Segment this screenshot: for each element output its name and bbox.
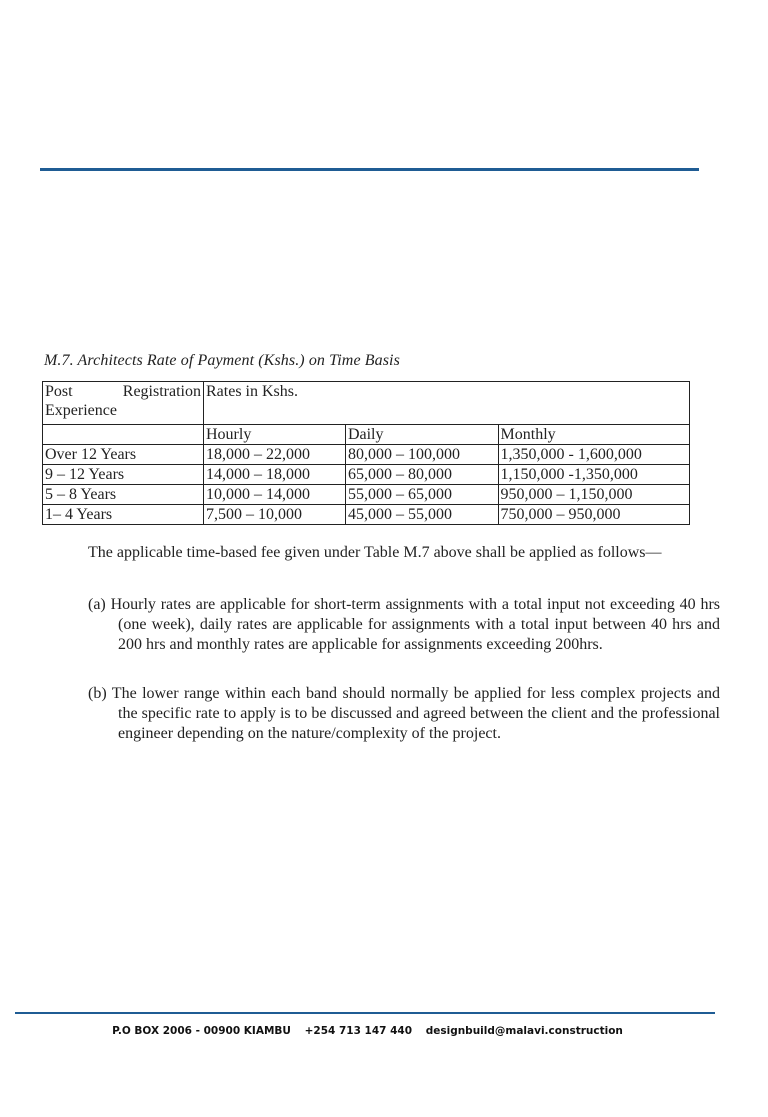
table-row [43,465,690,485]
col-daily: Daily [345,425,498,445]
post-registration-header [43,382,204,425]
table-caption: M.7. Architects Rate of Payment (Kshs.) on Time Basis [44,352,400,369]
cell-hourly: 10,000 – 14,000 [204,485,346,505]
rates-table [42,381,690,525]
cell-experience: 5 – 8 Years [43,485,204,505]
footer-divider [15,1012,715,1014]
cell-daily: 65,000 – 80,000 [345,465,498,485]
post-word: Post [45,383,73,400]
cell-daily: 80,000 – 100,000 [345,445,498,465]
table-row [43,505,690,525]
col-monthly: Monthly [498,425,689,445]
cell-monthly: 750,000 – 950,000 [498,505,689,525]
footer-address: P.O BOX 2006 - 00900 KIAMBU [112,1025,291,1037]
table-subheader-row [43,425,690,445]
cell-monthly: 950,000 – 1,150,000 [498,485,689,505]
footer-phone: +254 713 147 440 [304,1025,413,1037]
experience-word: Experience [45,402,117,419]
col-hourly: Hourly [204,425,346,445]
intro-paragraph: The applicable time-based fee given under Table M.7 above shall be applied as follows— [88,544,662,561]
header-divider [40,168,699,171]
cell-experience: 1– 4 Years [43,505,204,525]
cell-monthly: 1,350,000 - 1,600,000 [498,445,689,465]
cell-monthly: 1,150,000 -1,350,000 [498,465,689,485]
footer [0,1025,735,1037]
cell-hourly: 18,000 – 22,000 [204,445,346,465]
list-item: (a) Hourly rates are applicable for short-term assignments with a total input not exceeding 40 hrs (one week), daily rates are applicable for assignments with a total input between 40 hrs and 200 hrs and monthly rates are applicable for assignments exceeding 200hrs. [88,596,720,653]
table-row [43,485,690,505]
list-item: (b) The lower range within each band should normally be applied for less complex projects and the specific rate to apply is to be discussed and agreed between the client and the professional engineer depending on the nature/complexity of the project. [88,685,720,742]
registration-word: Registration [122,383,201,400]
cell-experience: Over 12 Years [43,445,204,465]
cell-daily: 45,000 – 55,000 [345,505,498,525]
empty-cell [43,425,204,445]
cell-hourly: 14,000 – 18,000 [204,465,346,485]
cell-experience: 9 – 12 Years [43,465,204,485]
cell-daily: 55,000 – 65,000 [345,485,498,505]
cell-hourly: 7,500 – 10,000 [204,505,346,525]
table-header-row [43,382,690,425]
rates-title-cell: Rates in Kshs. [204,382,690,425]
table-row [43,445,690,465]
footer-email: designbuild@malavi.construction [425,1025,623,1037]
